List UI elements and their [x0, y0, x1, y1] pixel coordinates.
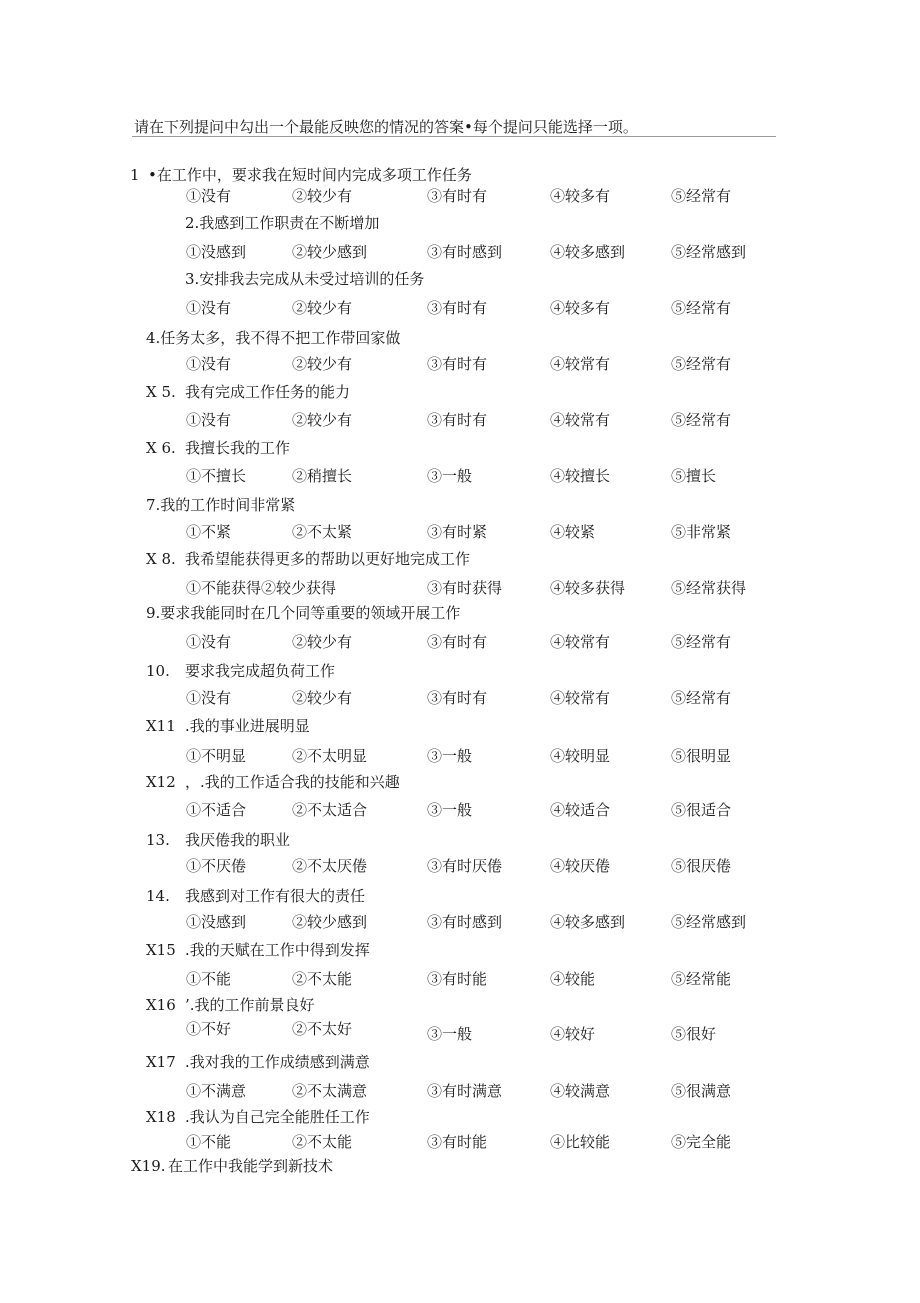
- answer-option[interactable]: ⑤经常感到: [671, 243, 747, 261]
- question-text: .我对我的工作成绩感到满意: [185, 1053, 370, 1071]
- answer-option[interactable]: ⑤经常有: [671, 299, 732, 317]
- question-text: ’.我的工作前景良好: [185, 996, 315, 1014]
- question-text: 2.我感到工作职责在不断增加: [185, 214, 380, 232]
- answer-option[interactable]: ②较少有: [292, 299, 353, 317]
- question-text: 我有完成工作任务的能力: [185, 383, 351, 401]
- answer-option[interactable]: ③有时感到: [427, 913, 503, 931]
- question-text: .我的事业进展明显: [185, 717, 310, 735]
- question-number: X18: [146, 1108, 176, 1126]
- question-number: X16: [146, 996, 176, 1014]
- answer-option[interactable]: ③有时满意: [427, 1082, 503, 1100]
- answer-option[interactable]: ⑤经常有: [671, 633, 732, 651]
- answer-option[interactable]: ④较常有: [550, 355, 611, 373]
- answer-option[interactable]: ①不满意: [186, 1082, 247, 1100]
- answer-option[interactable]: ④较多有: [550, 299, 611, 317]
- answer-option[interactable]: ⑤经常能: [671, 970, 732, 988]
- question-text: 我厌倦我的职业: [185, 831, 291, 849]
- answer-option[interactable]: ③有时有: [427, 187, 488, 205]
- answer-option[interactable]: ④较好: [550, 1025, 596, 1043]
- answer-option[interactable]: ②不太适合: [292, 801, 368, 819]
- answer-option[interactable]: ②较少感到: [292, 243, 368, 261]
- answer-option[interactable]: ①没有: [186, 299, 232, 317]
- answer-option[interactable]: ⑤经常有: [671, 187, 732, 205]
- answer-option[interactable]: ③有时感到: [427, 243, 503, 261]
- answer-option[interactable]: ④较多获得: [550, 579, 626, 597]
- answer-option[interactable]: ①不适合: [186, 801, 247, 819]
- answer-option[interactable]: ④较适合: [550, 801, 611, 819]
- answer-option[interactable]: ③有时紧: [427, 523, 488, 541]
- answer-option[interactable]: ①不明显: [186, 747, 247, 765]
- answer-option[interactable]: ①不能: [186, 970, 232, 988]
- answer-option[interactable]: ④较能: [550, 970, 596, 988]
- answer-option[interactable]: ①不擅长: [186, 467, 247, 485]
- question-text: 我感到对工作有很大的责任: [185, 887, 366, 905]
- question-text: 3.安排我去完成从未受过培训的任务: [185, 270, 425, 288]
- answer-option[interactable]: ①不好: [186, 1020, 232, 1038]
- question-text: ，.我的工作适合我的技能和兴趣: [185, 773, 400, 791]
- answer-option[interactable]: ③有时厌倦: [427, 857, 503, 875]
- answer-option[interactable]: ③一般: [427, 747, 473, 765]
- answer-option[interactable]: ④较多感到: [550, 913, 626, 931]
- answer-option[interactable]: ③一般: [427, 467, 473, 485]
- question-text: 在工作中我能学到新技术: [168, 1157, 334, 1175]
- answer-option[interactable]: ②不太厌倦: [292, 857, 368, 875]
- answer-option[interactable]: ④较常有: [550, 411, 611, 429]
- answer-option[interactable]: ⑤很满意: [671, 1082, 732, 1100]
- question-number: 10.: [146, 662, 170, 680]
- answer-option[interactable]: ④较满意: [550, 1082, 611, 1100]
- question-text: 要求我完成超负荷工作: [185, 662, 336, 680]
- answer-option[interactable]: ④较擅长: [550, 467, 611, 485]
- answer-option[interactable]: ①没有: [186, 355, 232, 373]
- answer-option[interactable]: ①没有: [186, 689, 232, 707]
- answer-option[interactable]: ⑤很好: [671, 1025, 717, 1043]
- question-number: X 8.: [146, 550, 176, 568]
- answer-option[interactable]: ④较常有: [550, 633, 611, 651]
- answer-option[interactable]: ⑤擅长: [671, 467, 717, 485]
- answer-option[interactable]: ②较少有: [292, 633, 353, 651]
- answer-option[interactable]: ⑤经常感到: [671, 913, 747, 931]
- answer-option[interactable]: ④较多感到: [550, 243, 626, 261]
- answer-option[interactable]: ②不太好: [292, 1020, 353, 1038]
- answer-option[interactable]: ⑤经常获得: [671, 579, 747, 597]
- answer-option[interactable]: ①不紧: [186, 523, 232, 541]
- question-text: 9.要求我能同时在几个同等重要的领域开展工作: [146, 604, 461, 622]
- answer-option[interactable]: ③有时有: [427, 411, 488, 429]
- answer-option[interactable]: ③有时有: [427, 689, 488, 707]
- answer-option[interactable]: ①没感到: [186, 913, 247, 931]
- answer-option[interactable]: ④较厌倦: [550, 857, 611, 875]
- answer-option[interactable]: ①不厌倦: [186, 857, 247, 875]
- answer-option[interactable]: ①不能获得②较少获得: [186, 579, 337, 597]
- answer-option[interactable]: ②较少有: [292, 355, 353, 373]
- answer-option[interactable]: ②较少有: [292, 187, 353, 205]
- answer-option[interactable]: ③有时有: [427, 633, 488, 651]
- answer-option[interactable]: ⑤很厌倦: [671, 857, 732, 875]
- question-text: .我的天赋在工作中得到发挥: [185, 941, 370, 959]
- answer-option[interactable]: ②不太能: [292, 1133, 353, 1151]
- answer-option[interactable]: ②不太满意: [292, 1082, 368, 1100]
- answer-option[interactable]: ①不能: [186, 1133, 232, 1151]
- answer-option[interactable]: ②不太明显: [292, 747, 368, 765]
- question-text: 4.任务太多，我不得不把工作带回家做: [146, 329, 401, 347]
- answer-option[interactable]: ②较少有: [292, 689, 353, 707]
- question-text: 我擅长我的工作: [185, 439, 291, 457]
- header-rule: [132, 136, 776, 137]
- answer-option[interactable]: ①没感到: [186, 243, 247, 261]
- answer-option[interactable]: ④较常有: [550, 689, 611, 707]
- answer-option[interactable]: ①没有: [186, 187, 232, 205]
- answer-option[interactable]: ⑤很适合: [671, 801, 732, 819]
- answer-option[interactable]: ③一般: [427, 1025, 473, 1043]
- question-number: 1: [130, 166, 140, 184]
- question-text: 7.我的工作时间非常紧: [146, 496, 296, 514]
- answer-option[interactable]: ⑤完全能: [671, 1133, 732, 1151]
- answer-option[interactable]: ④较多有: [550, 187, 611, 205]
- question-number: X15: [146, 941, 176, 959]
- answer-option[interactable]: ④比较能: [550, 1133, 611, 1151]
- question-text: .我认为自己完全能胜任工作: [185, 1108, 370, 1126]
- question-number: 14.: [146, 887, 170, 905]
- question-number: X19.: [131, 1157, 166, 1175]
- question-number: X12: [146, 773, 176, 791]
- answer-option[interactable]: ③有时有: [427, 299, 488, 317]
- answer-option[interactable]: ①没有: [186, 411, 232, 429]
- answer-option[interactable]: ③有时能: [427, 1133, 488, 1151]
- answer-option[interactable]: ②较少有: [292, 411, 353, 429]
- answer-option[interactable]: ①没有: [186, 633, 232, 651]
- question-text: 我希望能获得更多的帮助以更好地完成工作: [185, 550, 471, 568]
- answer-option[interactable]: ②较少感到: [292, 913, 368, 931]
- answer-option[interactable]: ②稍擅长: [292, 467, 353, 485]
- question-number: X17: [146, 1053, 176, 1071]
- instructions: 请在下列提问中勾出一个最能反映您的情况的答案•每个提问只能选择一项。: [134, 118, 638, 136]
- answer-option[interactable]: ③有时能: [427, 970, 488, 988]
- answer-option[interactable]: ④较明显: [550, 747, 611, 765]
- answer-option[interactable]: ③一般: [427, 801, 473, 819]
- question-number: X11: [146, 717, 176, 735]
- answer-option[interactable]: ⑤非常紧: [671, 523, 732, 541]
- answer-option[interactable]: ⑤经常有: [671, 689, 732, 707]
- question-number: X 6.: [146, 439, 176, 457]
- answer-option[interactable]: ⑤经常有: [671, 411, 732, 429]
- answer-option[interactable]: ②不太紧: [292, 523, 353, 541]
- answer-option[interactable]: ③有时获得: [427, 579, 503, 597]
- question-number: X 5.: [146, 383, 176, 401]
- answer-option[interactable]: ⑤很明显: [671, 747, 732, 765]
- answer-option[interactable]: ④较紧: [550, 523, 596, 541]
- answer-option[interactable]: ②不太能: [292, 970, 353, 988]
- answer-option[interactable]: ③有时有: [427, 355, 488, 373]
- question-text: •在工作中，要求我在短时间内完成多项工作任务: [148, 166, 472, 184]
- answer-option[interactable]: ⑤经常有: [671, 355, 732, 373]
- question-number: 13.: [146, 831, 170, 849]
